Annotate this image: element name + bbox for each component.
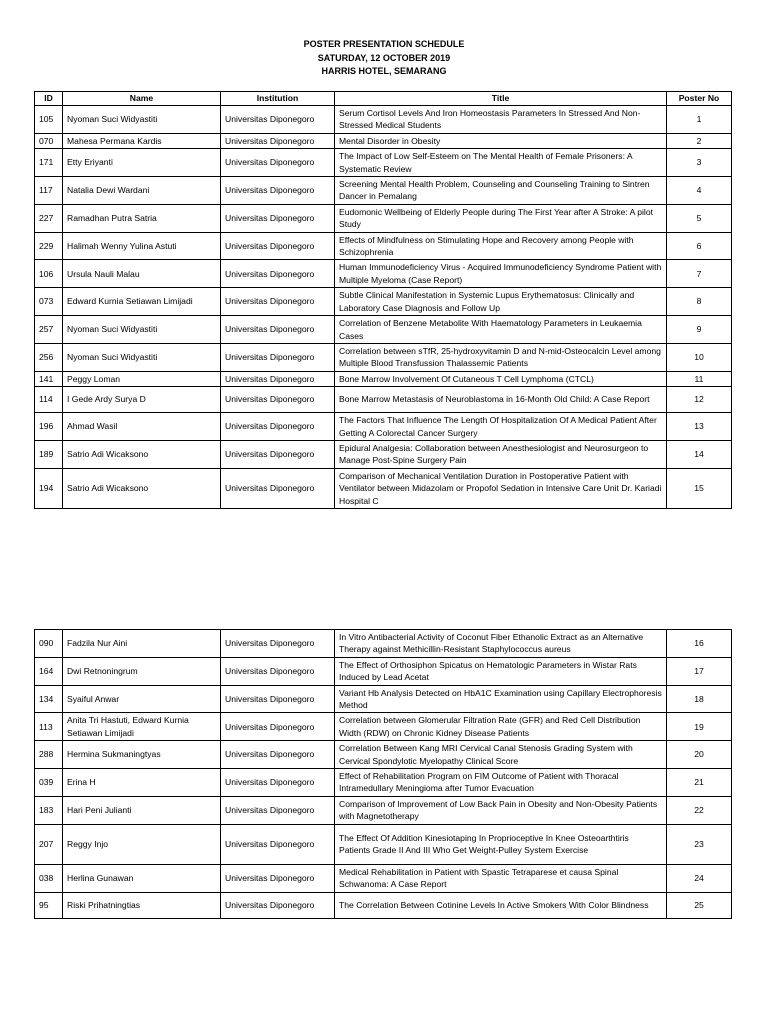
cell-name: Reggy Injo <box>63 824 221 864</box>
cell-name: Ursula Nauli Malau <box>63 260 221 288</box>
table-row <box>35 796 732 824</box>
cell-name: Ahmad Wasil <box>63 413 221 441</box>
cell-poster-no: 11 <box>667 371 732 386</box>
cell-name: Peggy Loman <box>63 371 221 386</box>
cell-name: Nyoman Suci Widyastiti <box>63 316 221 344</box>
cell-poster-no: 21 <box>667 769 732 797</box>
table-row <box>35 232 732 260</box>
cell-institution: Universitas Diponegoro <box>221 630 335 658</box>
table-row <box>35 892 732 918</box>
column-header-id: ID <box>35 92 63 106</box>
cell-id: 039 <box>35 769 63 797</box>
cell-id: 090 <box>35 630 63 658</box>
cell-title: Epidural Analgesia: Collaboration between Anesthesiologist and Neurosurgeon to Manage Post-Spine Surgery Pain <box>335 440 667 468</box>
cell-institution: Universitas Diponegoro <box>221 796 335 824</box>
table-row <box>35 824 732 864</box>
cell-name: Natalia Dewi Wardani <box>63 177 221 205</box>
table-header-row <box>35 92 732 106</box>
cell-id: 106 <box>35 260 63 288</box>
table-row <box>35 713 732 741</box>
cell-poster-no: 7 <box>667 260 732 288</box>
table-row <box>35 864 732 892</box>
cell-poster-no: 25 <box>667 892 732 918</box>
cell-poster-no: 23 <box>667 824 732 864</box>
cell-id: 117 <box>35 177 63 205</box>
cell-institution: Universitas Diponegoro <box>221 133 335 148</box>
cell-title: Correlation Between Kang MRI Cervical Canal Stenosis Grading System with Cervical Spondylotic Myelopathy Clinical Score <box>335 741 667 769</box>
cell-name: Fadzila Nur Aini <box>63 630 221 658</box>
cell-name: Erina H <box>63 769 221 797</box>
cell-poster-no: 8 <box>667 288 732 316</box>
cell-institution: Universitas Diponegoro <box>221 713 335 741</box>
cell-poster-no: 19 <box>667 713 732 741</box>
cell-title: Human Immunodeficiency Virus - Acquired Immunodeficiency Syndrome Patient with Multiple Myeloma (Case Report) <box>335 260 667 288</box>
cell-institution: Universitas Diponegoro <box>221 149 335 177</box>
cell-id: 164 <box>35 657 63 685</box>
cell-institution: Universitas Diponegoro <box>221 892 335 918</box>
table-row <box>35 685 732 713</box>
cell-institution: Universitas Diponegoro <box>221 371 335 386</box>
cell-id: 189 <box>35 440 63 468</box>
cell-institution: Universitas Diponegoro <box>221 741 335 769</box>
cell-name: Satrio Adi Wicaksono <box>63 440 221 468</box>
cell-name: Riski Prihatningtias <box>63 892 221 918</box>
cell-title: The Impact of Low Self-Esteem on The Mental Health of Female Prisoners: A Systematic Review <box>335 149 667 177</box>
cell-name: Satrio Adi Wicaksono <box>63 468 221 508</box>
cell-poster-no: 3 <box>667 149 732 177</box>
cell-title: Bone Marrow Metastasis of Neuroblastoma in 16-Month Old Child: A Case Report <box>335 387 667 413</box>
table-row <box>35 316 732 344</box>
cell-id: 070 <box>35 133 63 148</box>
cell-id: 134 <box>35 685 63 713</box>
cell-title: Correlation between sTfR, 25-hydroxyvitamin D and N-mid-Osteocalcin Level among Multiple Blood Transfussion Thalassemic Patients <box>335 343 667 371</box>
cell-name: Nyoman Suci Widyastiti <box>63 106 221 134</box>
cell-title: Correlation between Glomerular Filtration Rate (GFR) and Red Cell Distribution Width (RDW) on Chronic Kidney Disease Patients <box>335 713 667 741</box>
cell-institution: Universitas Diponegoro <box>221 657 335 685</box>
cell-name: Hari Peni Julianti <box>63 796 221 824</box>
cell-poster-no: 24 <box>667 864 732 892</box>
cell-name: Mahesa Permana Kardis <box>63 133 221 148</box>
cell-title: Serum Cortisol Levels And Iron Homeostasis Parameters In Stressed And Non-Stressed Medical Students <box>335 106 667 134</box>
cell-id: 114 <box>35 387 63 413</box>
schedule-table-1 <box>34 91 732 509</box>
cell-institution: Universitas Diponegoro <box>221 177 335 205</box>
table-row <box>35 288 732 316</box>
cell-id: 229 <box>35 232 63 260</box>
table-row <box>35 440 732 468</box>
cell-title: Comparison of Improvement of Low Back Pain in Obesity and Non-Obesity Patients with Magnetotherapy <box>335 796 667 824</box>
cell-institution: Universitas Diponegoro <box>221 106 335 134</box>
cell-title: Effect of Rehabilitation Program on FIM Outcome of Patient with Thoracal Intramedullary Meningioma after Tumor Evacuation <box>335 769 667 797</box>
header-venue: HARRIS HOTEL, SEMARANG <box>321 66 447 76</box>
cell-institution: Universitas Diponegoro <box>221 413 335 441</box>
cell-poster-no: 10 <box>667 343 732 371</box>
header-date: SATURDAY, 12 OCTOBER 2019 <box>317 52 451 63</box>
cell-name: Syaiful Anwar <box>63 685 221 713</box>
cell-id: 227 <box>35 204 63 232</box>
cell-id: 171 <box>35 149 63 177</box>
cell-title: Variant Hb Analysis Detected on HbA1C Examination using Capillary Electrophoresis Method <box>335 685 667 713</box>
table-row <box>35 371 732 386</box>
cell-poster-no: 17 <box>667 657 732 685</box>
schedule-table-2 <box>34 629 732 919</box>
cell-institution: Universitas Diponegoro <box>221 864 335 892</box>
cell-poster-no: 14 <box>667 440 732 468</box>
cell-title: The Factors That Influence The Length Of Hospitalization Of A Medical Patient After Getting A Colorectal Cancer Surgery <box>335 413 667 441</box>
cell-poster-no: 1 <box>667 106 732 134</box>
cell-title: Screening Mental Health Problem, Counseling and Counseling Training to Sintren Dancer in Pemalang <box>335 177 667 205</box>
cell-poster-no: 15 <box>667 468 732 508</box>
cell-name: Dwi Retnoningrum <box>63 657 221 685</box>
cell-institution: Universitas Diponegoro <box>221 288 335 316</box>
cell-title: Subtle Clinical Manifestation in Systemic Lupus Erythematosus: Clinically and Laboratory Case Diagnosis and Follow Up <box>335 288 667 316</box>
table-row <box>35 260 732 288</box>
header-title: POSTER PRESENTATION SCHEDULE <box>303 39 465 49</box>
table-row <box>35 343 732 371</box>
cell-id: 105 <box>35 106 63 134</box>
cell-poster-no: 5 <box>667 204 732 232</box>
cell-institution: Universitas Diponegoro <box>221 468 335 508</box>
cell-id: 038 <box>35 864 63 892</box>
cell-title: The Effect Of Addition Kinesiotaping In Proprioceptive In Knee Osteoarthtiris Patients Grade II And III Who Get Weight-Pulley System Exercise <box>335 824 667 864</box>
cell-name: Ramadhan Putra Satria <box>63 204 221 232</box>
cell-title: Effects of Mindfulness on Stimulating Hope and Recovery among People with Schizophrenia <box>335 232 667 260</box>
cell-name: Edward Kurnia Setiawan Limijadi <box>63 288 221 316</box>
cell-id: 113 <box>35 713 63 741</box>
cell-poster-no: 9 <box>667 316 732 344</box>
cell-institution: Universitas Diponegoro <box>221 440 335 468</box>
cell-name: Nyoman Suci Widyastiti <box>63 343 221 371</box>
cell-poster-no: 20 <box>667 741 732 769</box>
table-row <box>35 741 732 769</box>
cell-poster-no: 2 <box>667 133 732 148</box>
cell-institution: Universitas Diponegoro <box>221 685 335 713</box>
column-header-institution: Institution <box>221 92 335 106</box>
table-row <box>35 657 732 685</box>
cell-institution: Universitas Diponegoro <box>221 316 335 344</box>
column-header-title: Title <box>335 92 667 106</box>
column-header-name: Name <box>63 92 221 106</box>
cell-institution: Universitas Diponegoro <box>221 232 335 260</box>
cell-id: 257 <box>35 316 63 344</box>
cell-institution: Universitas Diponegoro <box>221 343 335 371</box>
cell-name: I Gede Ardy Surya D <box>63 387 221 413</box>
cell-institution: Universitas Diponegoro <box>221 769 335 797</box>
cell-id: 207 <box>35 824 63 864</box>
table-row <box>35 149 732 177</box>
cell-poster-no: 22 <box>667 796 732 824</box>
cell-id: 183 <box>35 796 63 824</box>
table-row <box>35 630 732 658</box>
cell-id: 194 <box>35 468 63 508</box>
table-row <box>35 769 732 797</box>
cell-id: 95 <box>35 892 63 918</box>
cell-poster-no: 16 <box>667 630 732 658</box>
cell-name: Herlina Gunawan <box>63 864 221 892</box>
cell-poster-no: 4 <box>667 177 732 205</box>
cell-title: The Correlation Between Cotinine Levels In Active Smokers With Color Blindness <box>335 892 667 918</box>
cell-title: Mental Disorder in Obesity <box>335 133 667 148</box>
cell-id: 288 <box>35 741 63 769</box>
cell-title: The Effect of Orthosiphon Spicatus on Hematologic Parameters in Wistar Rats Induced by Lead Acetat <box>335 657 667 685</box>
cell-title: Correlation of Benzene Metabolite With Haematology Parameters in Leukaemia Cases <box>335 316 667 344</box>
cell-title: In Vitro Antibacterial Activity of Coconut Fiber Ethanolic Extract as an Alternative Therapy against Methicillin-Resistant Staphylococcus aureus <box>335 630 667 658</box>
cell-id: 196 <box>35 413 63 441</box>
cell-title: Eudomonic Wellbeing of Elderly People during The First Year after A Stroke: A pilot Study <box>335 204 667 232</box>
cell-poster-no: 6 <box>667 232 732 260</box>
cell-title: Comparison of Mechanical Ventilation Duration in Postoperative Patient with Ventilator between Midazolam or Propofol Sedation in Intensive Care Unit Dr. Kariadi Hospital C <box>335 468 667 508</box>
table-row <box>35 177 732 205</box>
cell-institution: Universitas Diponegoro <box>221 204 335 232</box>
cell-title: Bone Marrow Involvement Of Cutaneous T Cell Lymphoma (CTCL) <box>335 371 667 386</box>
table-row <box>35 106 732 134</box>
document-header <box>0 38 768 79</box>
cell-name: Etty Eriyanti <box>63 149 221 177</box>
cell-poster-no: 13 <box>667 413 732 441</box>
cell-poster-no: 12 <box>667 387 732 413</box>
table-row <box>35 387 732 413</box>
cell-institution: Universitas Diponegoro <box>221 387 335 413</box>
cell-id: 141 <box>35 371 63 386</box>
cell-name: Anita Tri Hastuti, Edward Kurnia Setiawan Limijadi <box>63 713 221 741</box>
cell-institution: Universitas Diponegoro <box>221 260 335 288</box>
table-row <box>35 413 732 441</box>
cell-id: 073 <box>35 288 63 316</box>
cell-title: Medical Rehabilitation in Patient with Spastic Tetraparese et causa Spinal Schwanoma: A Case Report <box>335 864 667 892</box>
cell-name: Hermina Sukmaningtyas <box>63 741 221 769</box>
table-row <box>35 133 732 148</box>
cell-poster-no: 18 <box>667 685 732 713</box>
column-header-poster-no: Poster No <box>667 92 732 106</box>
table-row <box>35 204 732 232</box>
cell-id: 256 <box>35 343 63 371</box>
table-row <box>35 468 732 508</box>
cell-name: Halimah Wenny Yulina Astuti <box>63 232 221 260</box>
cell-institution: Universitas Diponegoro <box>221 824 335 864</box>
